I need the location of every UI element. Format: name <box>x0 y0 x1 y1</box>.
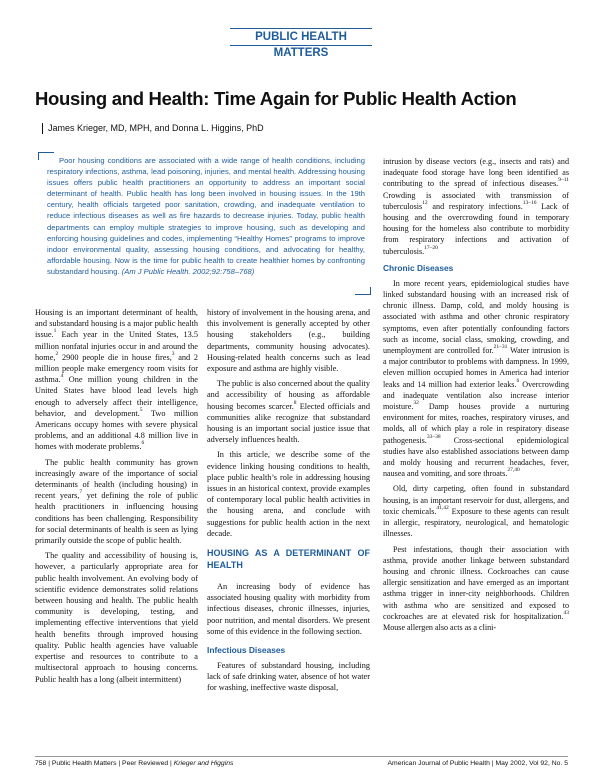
paragraph: The public is also concerned about the quality and accessibility of housing as affordable housing becomes scarcer.$^8$ Elected officials and communities alike recognize that substandard housing is an important social justice issue that adversely influences health. <box>207 379 370 445</box>
abstract-citation: (Am J Public Health. 2002;92:758–768) <box>121 266 255 276</box>
subsection-heading: Infectious Diseases <box>207 645 286 656</box>
footer-rule <box>35 756 568 757</box>
paragraph: In more recent years, epidemiological studies have linked substandard housing with an increased risk of chronic illness. Damp, cold, and moldy housing is associated with asthma and other chronic respiratory symptoms, even after potentially confounding factors such as income, social class, smoking, crowding, and unemployment are controlled for.$^{21-31}$ Water intrusion is a major contributor to problems with dampness. In 1999, eleven million occupied homes in America had interior leaks and 14 million had exterior leaks.$^6$ Overcrowding and inadequate ventilation also increase interior moisture.$^{32}$ Damp houses provide a nurturing environment for mites, roaches, respiratory viruses, and molds, all of which play a role in respiratory disease pathogenesis.$^{33-38}$ Cross-sectional epidemiological studies have also established associations between damp and moldy housing and recurrent headaches, fever, nausea and vomiting, and sore throats.$^{27,40}$ <box>383 278 569 479</box>
article-authors: James Krieger, MD, MPH, and Donna L. Higgins, PhD <box>42 123 264 134</box>
paragraph: Pest infestations, though their association with asthma, provide another linkage between substandard housing and chronic illness. Cockroaches can cause allergic sensitization and have emerged as an important asthma trigger in inner-city neighborhoods. Children with asthma who are sensitized and exposed to cockroaches are at elevated risk for hospitalization.$^{43}$ Mouse allergen also acts as a clini- <box>383 544 569 632</box>
footer-journal: American Journal of Public Health | May 2002, Vol 92, No. 5 <box>387 760 568 767</box>
paragraph: intrusion by disease vectors (e.g., insects and rats) and inadequate food storage have long been identified as contributing to the spread of infectious diseases.$^{9-11}$ Crowding is associated with transmission of tuberculosis$^{12}$ and respiratory infections.$^{13-16}$ Lack of housing and the overcrowding found in temporary housing for the homeless also contribute to morbidity from respiratory infections and activation of tuberculosis.$^{17-20}$ <box>383 157 569 256</box>
section-tag: PUBLIC HEALTH MATTERS <box>230 28 372 46</box>
paragraph: An increasing body of evidence has associated housing quality with morbidity from infectious diseases, chronic illnesses, injuries, poor nutrition, and mental disorders. We present some of this evidence in the following section. <box>207 582 370 636</box>
paragraph: In this article, we describe some of the evidence linking housing conditions to health, place public health’s role in addressing housing issues in an historical context, provide examples of contemporary local public health activities in the housing arena, and conclude with suggestions for public health action in the next decade. <box>207 450 370 538</box>
paragraph: Housing is an important determinant of health, and substandard housing is a major public health issue.$^1$ Each year in the United States, 13.5 million nonfatal injuries occur in and around the home,$^2$ 2900 people die in house fires,$^3$ and 2 million people make emergency room visits for asthma.$^4$ One million young children in the United States have blood lead levels high enough to adversely affect their intelligence, behavior, and development.$^5$ Two million Americans occupy homes with severe physical problems, and an additional 4.8 million live in homes with moderate problems.$^6$ <box>35 308 199 452</box>
paragraph: history of involvement in the housing arena, and this involvement is generally accepted by other housing stakeholders (e.g., building departments, community housing advocates). Housing-related health concerns such as lead exposure and asthma are highly visible. <box>207 308 370 374</box>
section-heading: HOUSING AS A DETERMINANT OF HEALTH <box>207 548 370 571</box>
body-column-1 <box>35 307 198 689</box>
subsection-heading: Chronic Diseases <box>383 262 454 273</box>
paragraph: Old, dirty carpeting, often found in substandard housing, is an important reservoir for dust, allergens, and toxic chemicals.$^{41,42}$ Exposure to these agents can result in allergic, respiratory, neurological, and hematologic illnesses. <box>383 484 570 539</box>
page-number: 758 <box>35 760 47 767</box>
footer-left: 758 | Public Health Matters | Peer Reviewed | Krieger and Higgins <box>35 760 234 767</box>
article-title: Housing and Health: Time Again for Public Health Action <box>35 88 517 109</box>
body-column-2 <box>207 307 370 698</box>
paragraph: Features of substandard housing, including lack of safe drinking water, absence of hot water for washing, ineffective waste disposal, <box>207 661 370 693</box>
body-column-3 <box>383 156 569 637</box>
paragraph: The quality and accessibility of housing is, however, a particularly appropriate area for public health involvement. An evolving body of scientific evidence demonstrates solid relations between housing and health. The public health community is developing, testing, and implementing effective interventions that yield health benefits through improved housing quality. Public health agencies have valuable expertise and resources to contribute to a multisectoral approach to housing concerns. Public health has a long (albeit intermittent) <box>35 551 198 684</box>
abstract: Poor housing conditions are associated with a wide range of health conditions, including respiratory infections, asthma, lead poisoning, injuries, and mental health. Addressing housing issues offers public health practitioners an opportunity to address an important social determinant of health. Public health has long been involved in housing issues. In the 19th century, health officials targeted poor sanitation, crowding, and inadequate ventilation to reduce infectious diseases as well as fire hazards to decrease injuries. Today, public health departments can employ multiple strategies to improve housing, such as developing and enforcing housing guidelines and codes, implementing “Healthy Homes” programs to improve indoor environmental quality, assessing housing conditions, and advocating for healthy, affordable housing. Now is the time for public health to create healthier homes by confronting substandard housing. (Am J Public Health. 2002;92:758–768) <box>47 156 365 276</box>
paragraph: The public health community has grown increasingly aware of the importance of social determinants of health (including housing) in recent years,$^7$ yet defining the role of public health practitioners in influencing housing conditions has been challenging. Responsibility for social determinants of health is seen as lying primarily outside the scope of public health. <box>35 457 198 546</box>
